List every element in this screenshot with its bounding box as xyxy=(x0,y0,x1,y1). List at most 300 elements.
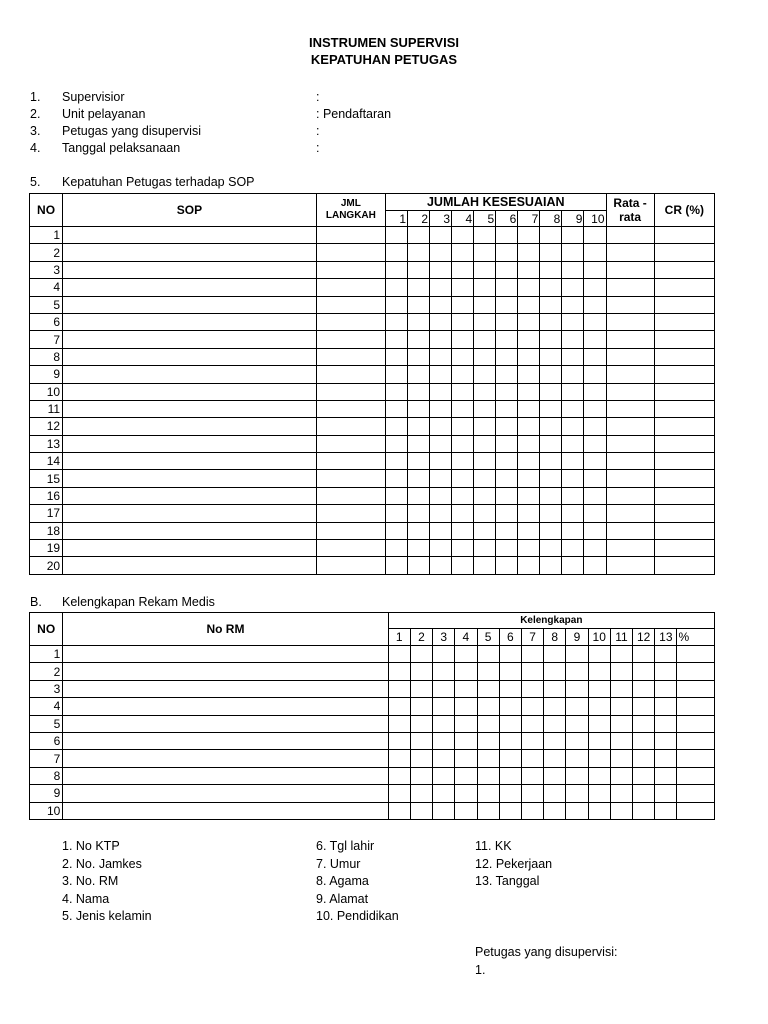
rm-empty-cell xyxy=(677,785,715,802)
sop-row-number: 16 xyxy=(30,487,63,504)
sop-empty-cell xyxy=(408,348,430,365)
sop-empty-cell xyxy=(452,435,474,452)
sop-empty-cell xyxy=(316,487,385,504)
sop-empty-cell xyxy=(316,505,385,522)
sop-empty-cell xyxy=(562,244,584,261)
info-number: 1. xyxy=(30,90,41,104)
sop-empty-cell xyxy=(562,227,584,244)
sop-empty-cell xyxy=(584,279,606,296)
rm-header-kelengkapan: Kelengkapan xyxy=(388,613,714,629)
sop-empty-cell xyxy=(63,296,317,313)
sop-row-number: 3 xyxy=(30,261,63,278)
rm-empty-cell xyxy=(499,715,521,732)
sop-row-number: 19 xyxy=(30,540,63,557)
rm-empty-cell xyxy=(455,802,477,819)
sop-empty-cell xyxy=(562,296,584,313)
sop-subheader-col: 3 xyxy=(430,211,452,227)
sop-subheader-col: 4 xyxy=(452,211,474,227)
sop-row-number: 12 xyxy=(30,418,63,435)
rm-empty-cell xyxy=(544,680,566,697)
sop-empty-cell xyxy=(654,540,714,557)
rata-line1: Rata - xyxy=(613,196,647,210)
sop-empty-cell xyxy=(430,313,452,330)
rm-empty-cell xyxy=(544,767,566,784)
sop-empty-cell xyxy=(496,348,518,365)
sop-empty-cell xyxy=(408,557,430,574)
rm-empty-cell xyxy=(63,785,388,802)
sop-empty-cell xyxy=(385,227,407,244)
sop-header-rata-rata xyxy=(606,194,654,227)
legend-column-1 xyxy=(62,838,152,926)
rm-empty-cell xyxy=(499,680,521,697)
sop-empty-cell xyxy=(562,487,584,504)
sop-empty-cell xyxy=(606,540,654,557)
sop-empty-cell xyxy=(474,400,496,417)
sop-empty-cell xyxy=(430,227,452,244)
rm-empty-cell xyxy=(588,767,610,784)
sop-subheader-col: 7 xyxy=(518,211,540,227)
sop-row-number: 7 xyxy=(30,331,63,348)
info-number: 2. xyxy=(30,107,41,121)
rm-empty-cell xyxy=(388,680,410,697)
sop-header-jumlah-kesesuaian: JUMLAH KESESUAIAN xyxy=(385,194,606,211)
rm-empty-cell xyxy=(677,715,715,732)
sop-table-row xyxy=(30,522,715,539)
sop-empty-cell xyxy=(385,348,407,365)
sop-empty-cell xyxy=(474,418,496,435)
rm-empty-cell xyxy=(433,732,455,749)
sop-empty-cell xyxy=(518,331,540,348)
sop-empty-cell xyxy=(562,331,584,348)
sop-table-row xyxy=(30,383,715,400)
legend-item: 1. No KTP xyxy=(62,839,120,853)
rm-empty-cell xyxy=(544,698,566,715)
sop-row-number: 10 xyxy=(30,383,63,400)
info-label: Tanggal pelaksanaan xyxy=(62,141,181,155)
rm-row-number: 5 xyxy=(30,715,63,732)
sop-empty-cell xyxy=(518,261,540,278)
rm-empty-cell xyxy=(677,750,715,767)
sop-empty-cell xyxy=(540,348,562,365)
sop-empty-cell xyxy=(63,366,317,383)
sop-empty-cell xyxy=(316,313,385,330)
rata-line2: rata xyxy=(619,210,642,224)
rm-subheader-col: 10 xyxy=(588,629,610,646)
sop-empty-cell xyxy=(584,227,606,244)
sop-empty-cell xyxy=(540,296,562,313)
sop-empty-cell xyxy=(540,366,562,383)
sop-row-number: 11 xyxy=(30,400,63,417)
sop-empty-cell xyxy=(654,296,714,313)
rm-empty-cell xyxy=(63,715,388,732)
rm-empty-cell xyxy=(410,750,432,767)
sop-empty-cell xyxy=(452,522,474,539)
sop-empty-cell xyxy=(316,331,385,348)
sop-empty-cell xyxy=(385,487,407,504)
sop-empty-cell xyxy=(540,505,562,522)
sop-empty-cell xyxy=(474,557,496,574)
sop-empty-cell xyxy=(654,244,714,261)
sop-table-row xyxy=(30,453,715,470)
sop-empty-cell xyxy=(452,348,474,365)
sop-empty-cell xyxy=(63,487,317,504)
sop-empty-cell xyxy=(606,418,654,435)
rm-empty-cell xyxy=(499,663,521,680)
sop-empty-cell xyxy=(562,366,584,383)
rm-subheader-col: 7 xyxy=(521,629,543,646)
sop-empty-cell xyxy=(430,557,452,574)
sop-empty-cell xyxy=(408,505,430,522)
sop-row-number: 18 xyxy=(30,522,63,539)
rm-empty-cell xyxy=(610,663,632,680)
rm-empty-cell xyxy=(63,680,388,697)
rm-empty-cell xyxy=(388,750,410,767)
sop-empty-cell xyxy=(408,313,430,330)
doc-title-line1: INSTRUMEN SUPERVISI xyxy=(308,35,459,50)
sop-empty-cell xyxy=(496,279,518,296)
rm-empty-cell xyxy=(63,663,388,680)
sop-empty-cell xyxy=(584,435,606,452)
rm-table-row xyxy=(30,785,715,802)
sop-empty-cell xyxy=(452,366,474,383)
sop-empty-cell xyxy=(474,331,496,348)
sop-empty-cell xyxy=(452,227,474,244)
rm-empty-cell xyxy=(455,680,477,697)
sop-empty-cell xyxy=(496,540,518,557)
sop-empty-cell xyxy=(562,279,584,296)
sop-empty-cell xyxy=(606,366,654,383)
rm-empty-cell xyxy=(610,715,632,732)
sop-empty-cell xyxy=(385,418,407,435)
rm-empty-cell xyxy=(433,680,455,697)
rm-empty-cell xyxy=(499,750,521,767)
info-row xyxy=(30,106,450,123)
sop-empty-cell xyxy=(63,453,317,470)
sop-empty-cell xyxy=(385,244,407,261)
sop-empty-cell xyxy=(606,296,654,313)
sop-empty-cell xyxy=(316,400,385,417)
sop-empty-cell xyxy=(562,522,584,539)
sop-empty-cell xyxy=(540,279,562,296)
rm-empty-cell xyxy=(455,663,477,680)
rm-empty-cell xyxy=(655,732,677,749)
rm-empty-cell xyxy=(544,750,566,767)
rm-table-row xyxy=(30,802,715,819)
sop-empty-cell xyxy=(316,383,385,400)
rm-empty-cell xyxy=(588,732,610,749)
sop-empty-cell xyxy=(316,453,385,470)
sop-subheader-col: 2 xyxy=(408,211,430,227)
sop-subheader-col: 1 xyxy=(385,211,407,227)
rm-empty-cell xyxy=(655,698,677,715)
sop-table-row xyxy=(30,540,715,557)
sop-empty-cell xyxy=(408,279,430,296)
rm-row-number: 3 xyxy=(30,680,63,697)
info-block xyxy=(30,89,450,157)
rm-empty-cell xyxy=(610,785,632,802)
sop-empty-cell xyxy=(408,522,430,539)
rm-empty-cell xyxy=(477,698,499,715)
sop-empty-cell xyxy=(474,313,496,330)
rm-empty-cell xyxy=(566,646,588,663)
rm-empty-cell xyxy=(499,767,521,784)
signature-line-1: 1. xyxy=(475,962,486,977)
sop-empty-cell xyxy=(562,435,584,452)
sop-empty-cell xyxy=(584,557,606,574)
rm-empty-cell xyxy=(521,698,543,715)
info-label: Supervisior xyxy=(62,90,125,104)
sop-empty-cell xyxy=(654,400,714,417)
sop-empty-cell xyxy=(562,470,584,487)
rm-subheader-col: % xyxy=(677,629,715,646)
sop-empty-cell xyxy=(584,348,606,365)
rm-empty-cell xyxy=(677,680,715,697)
rm-empty-cell xyxy=(455,732,477,749)
rm-empty-cell xyxy=(588,698,610,715)
rm-empty-cell xyxy=(633,646,655,663)
sop-empty-cell xyxy=(63,557,317,574)
sop-empty-cell xyxy=(474,453,496,470)
sop-empty-cell xyxy=(540,383,562,400)
sop-empty-cell xyxy=(408,296,430,313)
sop-empty-cell xyxy=(540,540,562,557)
sop-subheader-col: 10 xyxy=(584,211,606,227)
sop-empty-cell xyxy=(63,279,317,296)
sop-empty-cell xyxy=(385,540,407,557)
rm-row-number: 1 xyxy=(30,646,63,663)
sop-empty-cell xyxy=(385,366,407,383)
rm-subheader-col: 9 xyxy=(566,629,588,646)
sop-empty-cell xyxy=(452,487,474,504)
sop-empty-cell xyxy=(63,522,317,539)
sop-empty-cell xyxy=(584,400,606,417)
sop-table-row xyxy=(30,331,715,348)
rm-empty-cell xyxy=(544,715,566,732)
rm-row-number: 7 xyxy=(30,750,63,767)
sop-empty-cell xyxy=(63,331,317,348)
rm-row-number: 2 xyxy=(30,663,63,680)
sop-empty-cell xyxy=(518,279,540,296)
sop-empty-cell xyxy=(385,331,407,348)
rm-empty-cell xyxy=(633,785,655,802)
rm-empty-cell xyxy=(544,732,566,749)
rm-header-no: NO xyxy=(30,613,63,646)
signature-block xyxy=(475,944,617,979)
rm-empty-cell xyxy=(63,802,388,819)
sop-empty-cell xyxy=(430,244,452,261)
sop-empty-cell xyxy=(408,418,430,435)
jml-line1: JML xyxy=(340,198,361,209)
sop-empty-cell xyxy=(474,279,496,296)
sop-empty-cell xyxy=(606,244,654,261)
legend-item: 2. No. Jamkes xyxy=(62,856,142,871)
rm-row-number: 6 xyxy=(30,732,63,749)
sop-empty-cell xyxy=(452,261,474,278)
rm-empty-cell xyxy=(633,663,655,680)
rm-empty-cell xyxy=(655,715,677,732)
sop-empty-cell xyxy=(474,296,496,313)
sop-empty-cell xyxy=(452,557,474,574)
rm-empty-cell xyxy=(499,732,521,749)
sop-empty-cell xyxy=(606,313,654,330)
legend-item: 10. Pendidikan xyxy=(316,909,399,923)
sop-empty-cell xyxy=(496,418,518,435)
rm-empty-cell xyxy=(433,785,455,802)
rm-empty-cell xyxy=(63,698,388,715)
rm-empty-cell xyxy=(433,750,455,767)
rm-table-row xyxy=(30,646,715,663)
sop-empty-cell xyxy=(474,227,496,244)
sop-empty-cell xyxy=(408,470,430,487)
sop-empty-cell xyxy=(385,435,407,452)
sop-table-row xyxy=(30,227,715,244)
rm-empty-cell xyxy=(677,732,715,749)
info-number: 4. xyxy=(30,141,41,155)
sop-empty-cell xyxy=(654,383,714,400)
rm-empty-cell xyxy=(566,750,588,767)
sop-empty-cell xyxy=(474,383,496,400)
sop-empty-cell xyxy=(474,540,496,557)
sop-empty-cell xyxy=(474,348,496,365)
rm-table-row xyxy=(30,750,715,767)
sop-empty-cell xyxy=(518,227,540,244)
sop-empty-cell xyxy=(496,505,518,522)
sop-empty-cell xyxy=(430,435,452,452)
sop-empty-cell xyxy=(452,296,474,313)
sop-empty-cell xyxy=(316,279,385,296)
sop-table-row xyxy=(30,348,715,365)
sop-empty-cell xyxy=(562,505,584,522)
sop-empty-cell xyxy=(496,400,518,417)
rm-empty-cell xyxy=(610,750,632,767)
sop-empty-cell xyxy=(63,540,317,557)
sop-row-number: 2 xyxy=(30,244,63,261)
sop-table-row xyxy=(30,244,715,261)
sop-empty-cell xyxy=(606,331,654,348)
sop-empty-cell xyxy=(474,522,496,539)
sop-empty-cell xyxy=(540,470,562,487)
sop-empty-cell xyxy=(63,470,317,487)
sop-empty-cell xyxy=(474,470,496,487)
rm-empty-cell xyxy=(388,802,410,819)
rm-empty-cell xyxy=(433,767,455,784)
sop-empty-cell xyxy=(584,540,606,557)
sop-empty-cell xyxy=(385,453,407,470)
sop-empty-cell xyxy=(408,435,430,452)
sop-empty-cell xyxy=(430,296,452,313)
sop-empty-cell xyxy=(540,418,562,435)
rm-empty-cell xyxy=(521,646,543,663)
sop-table-row xyxy=(30,279,715,296)
sop-empty-cell xyxy=(63,400,317,417)
sop-empty-cell xyxy=(474,505,496,522)
rm-empty-cell xyxy=(455,646,477,663)
sop-empty-cell xyxy=(452,400,474,417)
rm-empty-cell xyxy=(477,646,499,663)
rm-empty-cell xyxy=(455,785,477,802)
info-number: 3. xyxy=(30,124,41,138)
sop-empty-cell xyxy=(316,435,385,452)
sop-table-row xyxy=(30,296,715,313)
sop-empty-cell xyxy=(654,557,714,574)
sop-header-no: NO xyxy=(30,194,63,227)
info-value: : xyxy=(316,124,320,138)
sop-empty-cell xyxy=(496,313,518,330)
sop-empty-cell xyxy=(452,470,474,487)
rm-subheader-col: 11 xyxy=(610,629,632,646)
sop-empty-cell xyxy=(316,540,385,557)
sop-empty-cell xyxy=(63,435,317,452)
sop-empty-cell xyxy=(584,418,606,435)
sop-empty-cell xyxy=(654,487,714,504)
legend-item: 12. Pekerjaan xyxy=(475,856,553,871)
rm-empty-cell xyxy=(544,646,566,663)
info-value: : Pendaftaran xyxy=(316,107,392,121)
sop-subheader-col: 5 xyxy=(474,211,496,227)
rm-subheader-col: 4 xyxy=(455,629,477,646)
legend-item: 8. Agama xyxy=(316,874,369,888)
sop-empty-cell xyxy=(540,435,562,452)
rm-empty-cell xyxy=(388,732,410,749)
jml-line2: LANGKAH xyxy=(325,210,376,221)
sop-empty-cell xyxy=(518,400,540,417)
sop-table-row xyxy=(30,261,715,278)
sop-empty-cell xyxy=(385,279,407,296)
sop-empty-cell xyxy=(606,348,654,365)
rm-subheader-col: 2 xyxy=(410,629,432,646)
sop-empty-cell xyxy=(452,453,474,470)
sop-empty-cell xyxy=(518,313,540,330)
sop-empty-cell xyxy=(408,261,430,278)
sop-empty-cell xyxy=(518,418,540,435)
sop-empty-cell xyxy=(430,383,452,400)
rm-empty-cell xyxy=(455,698,477,715)
rm-empty-cell xyxy=(521,715,543,732)
sop-empty-cell xyxy=(584,244,606,261)
sop-empty-cell xyxy=(452,313,474,330)
sop-empty-cell xyxy=(63,244,317,261)
sop-empty-cell xyxy=(584,383,606,400)
sop-empty-cell xyxy=(518,557,540,574)
rm-empty-cell xyxy=(410,767,432,784)
rm-empty-cell xyxy=(499,698,521,715)
sop-empty-cell xyxy=(606,435,654,452)
sop-empty-cell xyxy=(562,383,584,400)
rm-empty-cell xyxy=(521,732,543,749)
sop-empty-cell xyxy=(584,313,606,330)
sop-empty-cell xyxy=(430,522,452,539)
sop-empty-cell xyxy=(474,366,496,383)
rm-empty-cell xyxy=(410,698,432,715)
sop-empty-cell xyxy=(584,453,606,470)
rm-empty-cell xyxy=(566,767,588,784)
rm-empty-cell xyxy=(588,646,610,663)
sop-empty-cell xyxy=(385,313,407,330)
rm-empty-cell xyxy=(610,767,632,784)
rm-empty-cell xyxy=(655,767,677,784)
rm-empty-cell xyxy=(521,767,543,784)
rm-empty-cell xyxy=(544,802,566,819)
sop-empty-cell xyxy=(654,261,714,278)
sop-table-row xyxy=(30,313,715,330)
sop-empty-cell xyxy=(496,261,518,278)
sop-empty-cell xyxy=(540,261,562,278)
sop-empty-cell xyxy=(562,540,584,557)
rm-empty-cell xyxy=(655,663,677,680)
rm-empty-cell xyxy=(610,802,632,819)
sop-empty-cell xyxy=(316,348,385,365)
sop-row-number: 17 xyxy=(30,505,63,522)
